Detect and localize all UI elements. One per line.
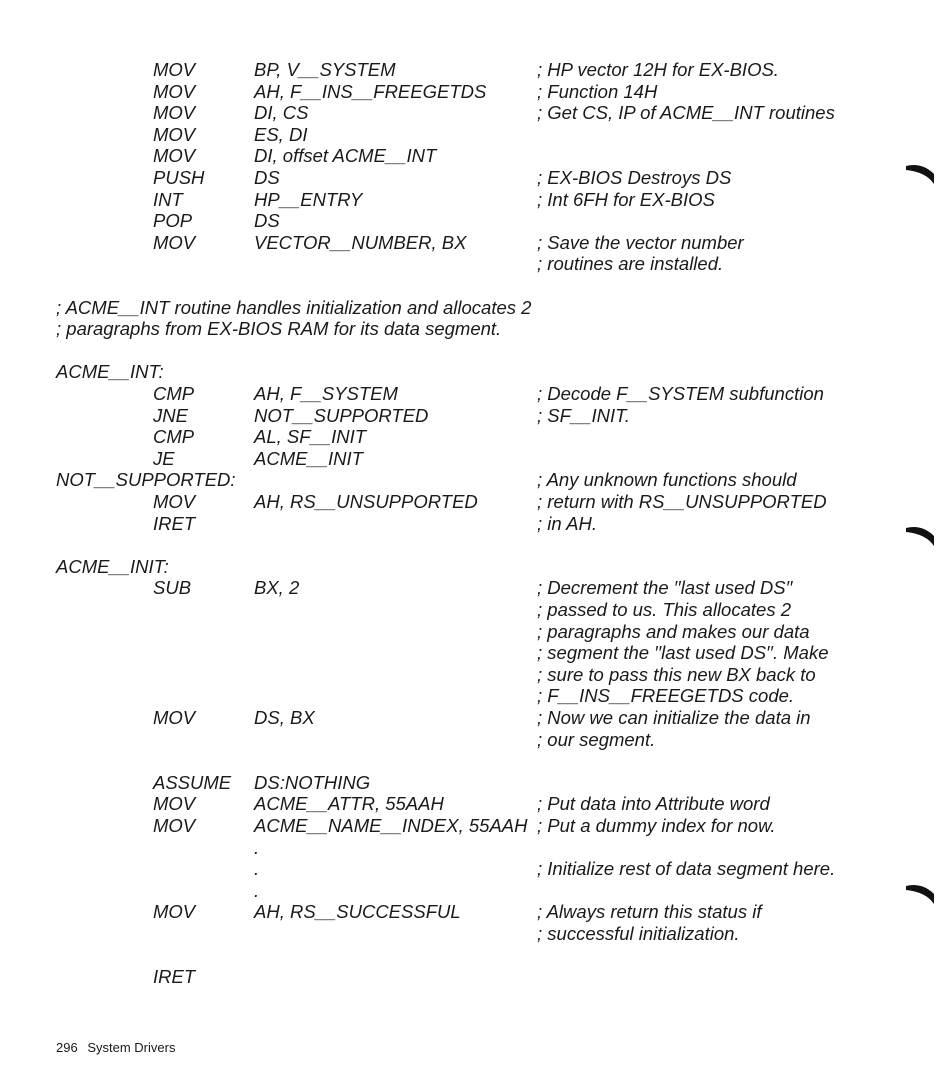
opcode: CMP [153,426,195,448]
code-line [0,664,950,686]
opcode: PUSH [153,167,205,188]
operand: AH, F__INS__FREEGETDS [254,80,487,102]
margin-tab-mark-middle [904,522,936,548]
opcode: MOV [153,123,196,145]
code-line [0,837,950,859]
code-line [0,945,950,967]
margin-tab-mark-bottom [904,880,936,906]
opcode: INT [153,188,183,210]
comment: ; routines are installed. [537,253,724,275]
code-line [0,102,950,124]
code-line [0,405,950,427]
operand: VECTOR__NUMBER, BX [254,231,467,253]
operand: ES, DI [254,123,308,145]
comment-block-text: ; ACME__INT routine handles initialization and allocates 2 [56,296,532,318]
opcode: MOV [153,80,196,102]
operand: . [254,858,260,880]
opcode: SUB [153,577,192,599]
code-line [0,793,950,815]
operand: NOT__SUPPORTED [254,404,429,426]
comment: ; Always return this status if [537,901,762,923]
comment: ; in AH. [537,512,597,534]
code-line [0,469,950,491]
comment: ; successful initialization. [537,923,740,944]
operand: AH, RS__UNSUPPORTED [254,491,478,512]
operand: HP__ENTRY [254,188,363,210]
code-line [0,145,950,167]
comment: ; our segment. [537,728,656,750]
code-line [0,966,950,988]
opcode: MOV [153,901,196,923]
operand: DS, BX [254,707,315,728]
comment: ; EX-BIOS Destroys DS [537,167,732,188]
code-line [0,534,950,556]
code-line [0,750,950,772]
comment: ; HP vector 12H for EX-BIOS. [537,59,779,80]
operand: . [254,836,260,858]
comment: ; Put data into Attribute word [537,793,770,815]
code-line [0,232,950,254]
code-line [0,772,950,794]
opcode: MOV [153,231,196,253]
page-footer [56,1040,175,1056]
comment: ; Now we can initialize the data in [537,707,811,728]
code-line [0,383,950,405]
opcode: MOV [153,102,196,124]
operand: DI, offset ACME__INT [254,145,437,167]
code-line [0,923,950,945]
comment: ; Get CS, IP of ACME__INT routines [537,102,835,124]
comment-block-text: ; paragraphs from EX-BIOS RAM for its data segment. [56,318,502,340]
comment: ; Decrement the ′′last used DS′′ [537,577,793,599]
operand: ACME__NAME__INDEX, 55AAH [254,815,528,836]
comment: ; segment the ′′last used DS′′. Make [537,642,829,664]
code-line [0,426,950,448]
margin-tab-mark-top [904,160,936,186]
operand: ACME__INIT [254,447,363,469]
code-line [0,556,950,578]
operand: ACME__ATTR, 55AAH [254,793,444,815]
code-line [0,59,950,81]
opcode: MOV [153,59,196,80]
code-line [0,124,950,146]
code-line [0,621,950,643]
code-line [0,448,950,470]
opcode: JE [153,447,175,469]
opcode: CMP [153,383,195,404]
line-label: ACME__INIT: [56,555,169,577]
code-line [0,513,950,535]
code-line [0,167,950,189]
comment: ; Decode F__SYSTEM subfunction [537,383,824,404]
code-line [0,253,950,275]
code-line [0,577,950,599]
code-line [0,361,950,383]
code-line [0,275,950,297]
opcode: ASSUME [153,771,232,793]
operand: AH, RS__SUCCESSFUL [254,901,461,923]
opcode: MOV [153,145,196,167]
comment: ; Int 6FH for EX-BIOS [537,188,715,210]
operand: BX, 2 [254,577,300,599]
code-line [0,318,950,340]
comment: ; return with RS__UNSUPPORTED [537,491,827,512]
footer-section-title: System Drivers [87,1040,176,1055]
code-line [0,815,950,837]
page-number: 296 [56,1040,78,1055]
comment: ; sure to pass this new BX back to [537,663,816,685]
comment: ; Put a dummy index for now. [537,815,776,836]
code-line [0,729,950,751]
operand: . [254,879,260,901]
line-label: ACME__INT: [56,361,164,383]
code-line [0,858,950,880]
line-label: NOT__SUPPORTED: [56,469,236,491]
comment: ; SF__INIT. [537,404,630,426]
operand: AH, F__SYSTEM [254,383,398,404]
operand: DS [254,210,280,232]
operand: DS:NOTHING [254,771,371,793]
operand: DI, CS [254,102,309,124]
opcode: MOV [153,793,196,815]
comment: ; paragraphs and makes our data [537,620,810,642]
opcode: MOV [153,707,196,728]
code-line [0,901,950,923]
comment: ; Any unknown functions should [537,469,797,491]
comment: ; Function 14H [537,80,658,102]
code-line [0,707,950,729]
code-line [0,685,950,707]
code-line [0,880,950,902]
code-line [0,81,950,103]
code-line [0,642,950,664]
operand: BP, V__SYSTEM [254,59,396,80]
code-line [0,599,950,621]
code-line [0,210,950,232]
comment: ; Save the vector number [537,231,744,253]
opcode: IRET [153,512,196,534]
code-line [0,189,950,211]
opcode: MOV [153,491,196,512]
opcode: JNE [153,404,188,426]
code-line [0,340,950,362]
code-line [0,297,950,319]
opcode: POP [153,210,193,232]
opcode: MOV [153,815,196,836]
code-line [0,491,950,513]
comment: ; passed to us. This allocates 2 [537,599,791,620]
opcode: IRET [153,966,196,988]
operand: AL, SF__INIT [254,426,367,448]
operand: DS [254,167,280,188]
comment: ; Initialize rest of data segment here. [537,858,836,880]
comment: ; F__INS__FREEGETDS code. [537,685,795,707]
